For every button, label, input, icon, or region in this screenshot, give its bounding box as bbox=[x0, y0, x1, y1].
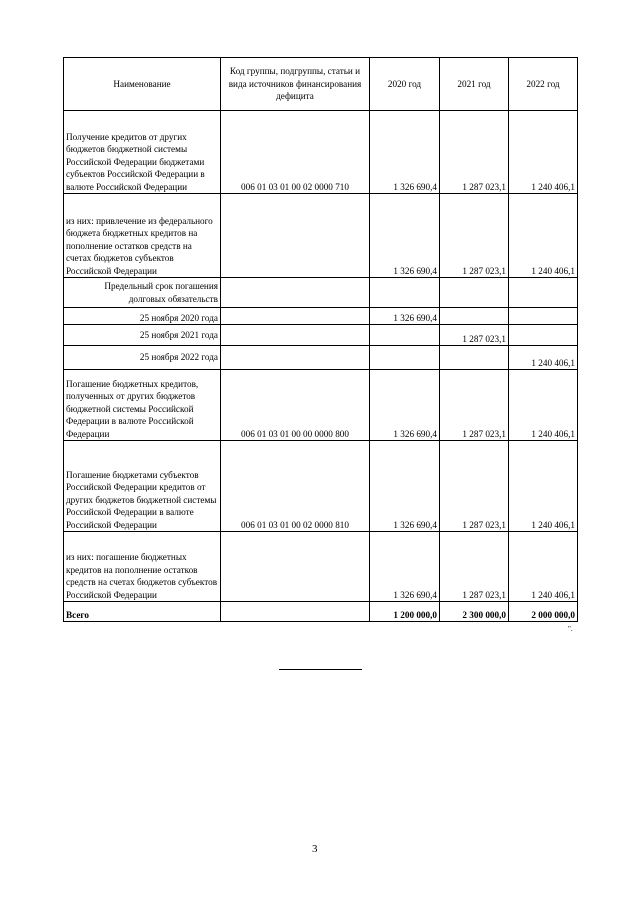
row-2021: 1 287 023,1 bbox=[440, 370, 509, 441]
empty-cell bbox=[221, 602, 370, 622]
table-row bbox=[64, 325, 578, 346]
row-2021: 1 287 023,1 bbox=[440, 194, 509, 278]
row-2020: 1 326 690,4 bbox=[370, 194, 440, 278]
financing-table bbox=[63, 57, 578, 622]
row-2020: 1 326 690,4 bbox=[370, 532, 440, 602]
row-name: Погашение бюджетных кредитов, полученных от других бюджетов бюджетной системы Российской Федерации в валюте Российской Федерации bbox=[64, 370, 221, 441]
row-code: 006 01 03 01 00 02 0000 710 bbox=[221, 111, 370, 194]
empty-cell bbox=[370, 346, 440, 370]
separator-line bbox=[279, 669, 362, 670]
row-2021: 1 287 023,1 bbox=[440, 441, 509, 532]
row-2020: 1 326 690,4 bbox=[370, 370, 440, 441]
row-2021: 1 287 023,1 bbox=[440, 532, 509, 602]
empty-cell bbox=[221, 278, 370, 308]
table-header-row bbox=[64, 58, 578, 111]
row-code bbox=[221, 532, 370, 602]
row-2022: 1 240 406,1 bbox=[509, 194, 578, 278]
header-2020: 2020 год bbox=[370, 58, 440, 111]
row-2022: 1 240 406,1 bbox=[509, 441, 578, 532]
row-2022: 1 240 406,1 bbox=[509, 346, 578, 370]
row-name: 25 ноября 2020 года bbox=[64, 308, 221, 325]
empty-cell bbox=[221, 325, 370, 346]
table-row bbox=[64, 111, 578, 194]
row-2022: 1 240 406,1 bbox=[509, 370, 578, 441]
table-row bbox=[64, 194, 578, 278]
header-2022: 2022 год bbox=[509, 58, 578, 111]
row-name: 25 ноября 2021 года bbox=[64, 325, 221, 346]
total-2020: 1 200 000,0 bbox=[370, 602, 440, 622]
table-row bbox=[64, 441, 578, 532]
header-name: Наименование bbox=[64, 58, 221, 111]
table-row bbox=[64, 308, 578, 325]
row-name: Предельный срок погашения долговых обязательств bbox=[64, 278, 221, 308]
header-code: Код группы, подгруппы, статьи и вида источников финансирования дефицита bbox=[221, 58, 370, 111]
row-name: Погашение бюджетами субъектов Российской Федерации кредитов от других бюджетов бюджетной системы Российской Федерации в валюте Российской Федерации bbox=[64, 441, 221, 532]
empty-cell bbox=[370, 278, 440, 308]
table-row bbox=[64, 370, 578, 441]
row-2021: 1 287 023,1 bbox=[440, 325, 509, 346]
row-name: из них: погашение бюджетных кредитов на пополнение остатков средств на счетах бюджетов субъектов Российской Федерации bbox=[64, 532, 221, 602]
empty-cell bbox=[440, 278, 509, 308]
total-label: Всего bbox=[64, 602, 221, 622]
page-number: 3 bbox=[312, 843, 318, 855]
row-2022: 1 240 406,1 bbox=[509, 111, 578, 194]
row-2020: 1 326 690,4 bbox=[370, 441, 440, 532]
empty-cell bbox=[509, 325, 578, 346]
empty-cell bbox=[440, 308, 509, 325]
empty-cell bbox=[509, 278, 578, 308]
table-row bbox=[64, 278, 578, 308]
table-row bbox=[64, 532, 578, 602]
empty-cell bbox=[221, 308, 370, 325]
row-2021: 1 287 023,1 bbox=[440, 111, 509, 194]
table-row bbox=[64, 346, 578, 370]
row-2022: 1 240 406,1 bbox=[509, 532, 578, 602]
row-2020: 1 326 690,4 bbox=[370, 308, 440, 325]
empty-cell bbox=[221, 346, 370, 370]
row-code: 006 01 03 01 00 00 0000 800 bbox=[221, 370, 370, 441]
total-2022: 2 000 000,0 bbox=[509, 602, 578, 622]
empty-cell bbox=[509, 308, 578, 325]
header-2021: 2021 год bbox=[440, 58, 509, 111]
empty-cell bbox=[440, 346, 509, 370]
row-code bbox=[221, 194, 370, 278]
end-mark: ". bbox=[568, 625, 573, 633]
table-total-row bbox=[64, 602, 578, 622]
total-2021: 2 300 000,0 bbox=[440, 602, 509, 622]
row-name: из них: привлечение из федерального бюджета бюджетных кредитов на пополнение остатков средств на счетах бюджетов субъектов Российской Федерации bbox=[64, 194, 221, 278]
row-name: Получение кредитов от других бюджетов бюджетной системы Российской Федерации бюджетами субъектов Российской Федерации в валюте Российской Федерации bbox=[64, 111, 221, 194]
empty-cell bbox=[370, 325, 440, 346]
row-2020: 1 326 690,4 bbox=[370, 111, 440, 194]
row-name: 25 ноября 2022 года bbox=[64, 346, 221, 370]
row-code: 006 01 03 01 00 02 0000 810 bbox=[221, 441, 370, 532]
